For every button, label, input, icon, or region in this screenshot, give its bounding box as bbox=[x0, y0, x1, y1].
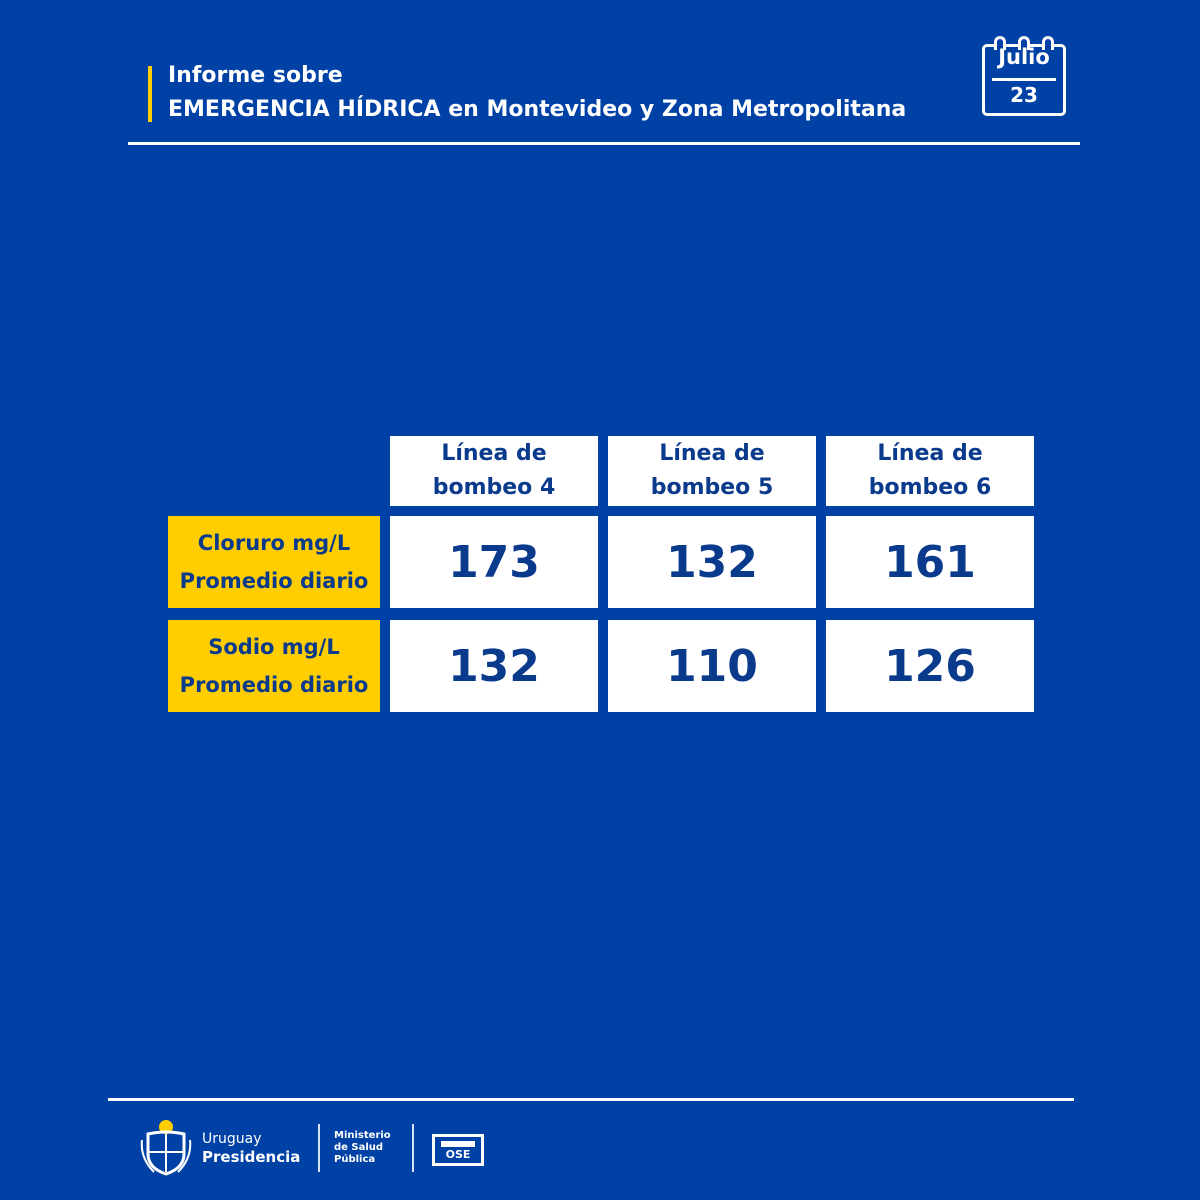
msp-line: Ministerio bbox=[334, 1130, 391, 1141]
column-header-line: Línea de bbox=[659, 441, 765, 466]
value-cell-sodio-bombeo-4: 132 bbox=[390, 620, 598, 712]
value-cell-cloruro-bombeo-5: 132 bbox=[608, 516, 816, 608]
ose-logo: OSE bbox=[432, 1134, 484, 1166]
value-cell-sodio-bombeo-5: 110 bbox=[608, 620, 816, 712]
coat-of-arms-icon bbox=[140, 1118, 192, 1176]
calendar-day: 23 bbox=[1010, 83, 1038, 107]
msp-line: de Salud bbox=[334, 1142, 384, 1153]
report-label: Informe sobre bbox=[168, 63, 343, 88]
value-cell-cloruro-bombeo-4: 173 bbox=[390, 516, 598, 608]
column-header-bombeo-4 bbox=[390, 436, 598, 506]
value-cell-cloruro-bombeo-6: 161 bbox=[826, 516, 1034, 608]
row-header-line: Cloruro mg/L bbox=[197, 531, 351, 555]
report-title: EMERGENCIA HÍDRICA en Montevideo y Zona Metropolitana bbox=[168, 97, 907, 122]
uruguay-presidencia-logo-text bbox=[202, 1130, 300, 1166]
msp-line: Pública bbox=[334, 1154, 376, 1165]
row-header-sodio bbox=[168, 620, 380, 712]
calendar-icon bbox=[982, 36, 1072, 120]
column-header-bombeo-5 bbox=[608, 436, 816, 506]
calendar-month: Julio bbox=[998, 45, 1050, 69]
footer-separator bbox=[412, 1124, 414, 1172]
column-header-bombeo-6 bbox=[826, 436, 1034, 506]
row-header-line: Sodio mg/L bbox=[208, 635, 340, 659]
footer-divider bbox=[108, 1098, 1074, 1101]
calendar-divider bbox=[992, 78, 1056, 81]
row-header-cloruro bbox=[168, 516, 380, 608]
footer-separator bbox=[318, 1124, 320, 1172]
uruguay-label: Uruguay bbox=[202, 1131, 262, 1147]
presidencia-label: Presidencia bbox=[202, 1148, 301, 1166]
column-header-line: Línea de bbox=[441, 441, 547, 466]
row-header-line: Promedio diario bbox=[179, 569, 369, 593]
msp-logo-text bbox=[334, 1130, 391, 1166]
column-header-line: bombeo 6 bbox=[868, 475, 992, 500]
column-header-line: bombeo 4 bbox=[432, 475, 556, 500]
header-accent-bar bbox=[148, 66, 152, 122]
row-header-line: Promedio diario bbox=[179, 673, 369, 697]
header-divider bbox=[128, 142, 1080, 145]
value-cell-sodio-bombeo-6: 126 bbox=[826, 620, 1034, 712]
column-header-line: bombeo 5 bbox=[650, 475, 774, 500]
column-header-line: Línea de bbox=[877, 441, 983, 466]
